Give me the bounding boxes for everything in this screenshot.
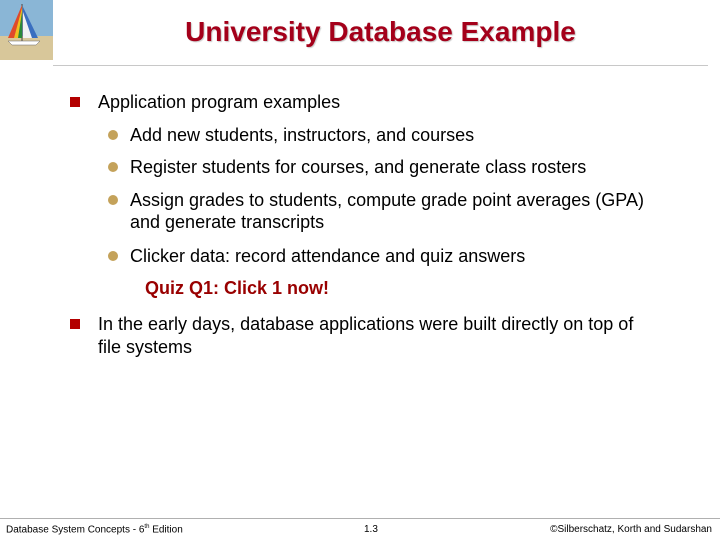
bullet-item	[98, 313, 658, 359]
footer-page-number: 1.3	[364, 524, 378, 535]
page-title: University Database Example	[185, 16, 576, 47]
bullet-item	[98, 91, 678, 114]
sub-bullet-item	[130, 156, 690, 178]
footer-divider	[0, 518, 720, 519]
round-bullet-icon	[108, 162, 118, 172]
square-bullet-icon	[70, 319, 80, 329]
title-divider	[53, 65, 708, 66]
footer-book-title: Database System Concepts - 6th Edition	[6, 524, 183, 536]
footer-copyright: ©Silberschatz, Korth and Sudarshan	[550, 524, 712, 535]
sub-bullet-text: Add new students, instructors, and courses	[130, 125, 475, 145]
square-bullet-icon	[70, 97, 80, 107]
sub-bullet-item	[130, 245, 690, 267]
bullet-text: Application program examples	[98, 92, 341, 112]
sailboat-logo-icon	[0, 0, 53, 60]
quiz-prompt: Quiz Q1: Click 1 now!	[145, 278, 330, 298]
round-bullet-icon	[108, 130, 118, 140]
sub-bullet-text: Clicker data: record attendance and quiz answers	[130, 246, 526, 266]
round-bullet-icon	[108, 195, 118, 205]
sub-bullet-item	[130, 124, 690, 146]
bullet-text: In the early days, database applications were built directly on top of file systems	[98, 314, 634, 357]
sub-bullet-text: Assign grades to students, compute grade point averages (GPA) and generate transcripts	[130, 190, 644, 232]
sub-bullet-item	[130, 189, 665, 233]
sub-bullet-text: Register students for courses, and generate class rosters	[130, 157, 587, 177]
round-bullet-icon	[108, 251, 118, 261]
